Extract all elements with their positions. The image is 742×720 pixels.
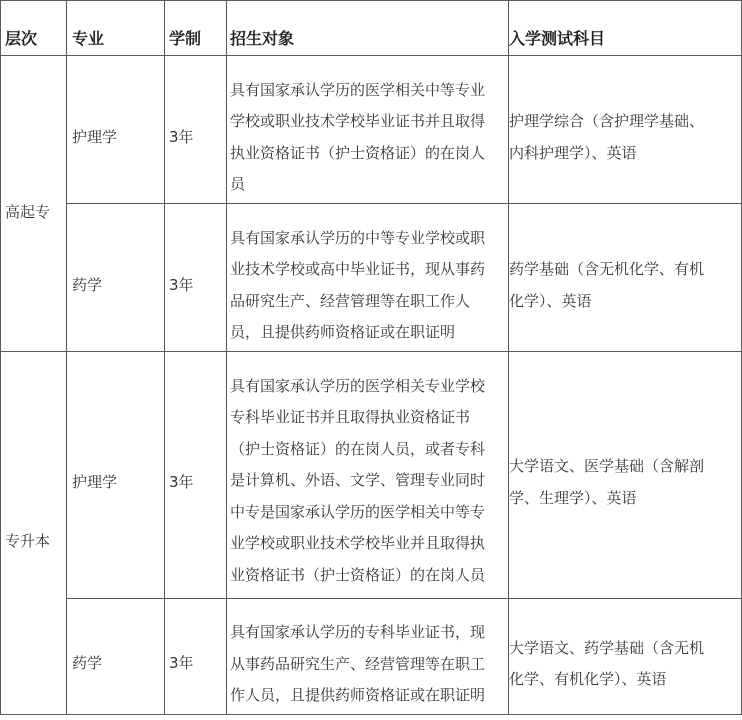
- group-divider: [0, 351, 742, 352]
- target-line: 中专是国家承认学历的医学相关中等专: [230, 503, 486, 521]
- target-line: （护士资格证）的在岗人员，或者专科: [230, 440, 486, 458]
- major-cell: 药学: [72, 276, 103, 294]
- target-line: 员，且提供药师资格证或在职证明: [230, 323, 456, 341]
- target-line: 品研究生产、经营管理等在职工作人: [230, 292, 471, 310]
- target-line: 具有国家承认学历的医学相关专业学校: [230, 377, 486, 395]
- target-line: 执业资格证书（护士资格证）的在岗人: [230, 144, 486, 162]
- subjects-line: 大学语文、药学基础（含无机: [509, 639, 705, 657]
- major-cell: 护理学: [72, 473, 118, 491]
- target-line: 从事药品研究生产、经营管理等在职工: [230, 655, 486, 673]
- column-divider: [66, 0, 67, 715]
- subjects-line: 大学语文、医学基础（含解剖: [509, 457, 705, 475]
- subjects-line: 学、生理学）、英语: [509, 489, 637, 507]
- column-divider: [164, 0, 165, 715]
- header-major: 专业: [72, 29, 105, 48]
- target-line: 业学校或职业技术学校毕业并且取得执: [230, 534, 486, 552]
- subjects-line: 内科护理学）、英语: [509, 144, 637, 162]
- target-line: 具有国家承认学历的中等专业学校或职: [230, 229, 486, 247]
- major-cell: 药学: [72, 654, 103, 672]
- header-subjects: 入学测试科目: [509, 29, 606, 48]
- target-line: 学校或职业技术学校毕业证书并且取得: [230, 112, 486, 130]
- level-cell: 专升本: [5, 532, 51, 550]
- row-divider: [66, 598, 742, 599]
- target-line: 专科毕业证书并且取得执业资格证书: [230, 408, 471, 426]
- header-target: 招生对象: [230, 29, 295, 48]
- level-cell: 高起专: [5, 203, 51, 221]
- header-duration: 学制: [169, 29, 202, 48]
- target-line: 作人员，且提供药师资格证或在职证明: [230, 686, 486, 704]
- duration-cell: 3年: [169, 276, 194, 294]
- target-line: 具有国家承认学历的医学相关中等专业: [230, 81, 486, 99]
- target-line: 业资格证书（护士资格证）的在岗人员: [230, 566, 486, 584]
- subjects-line: 化学）、英语: [509, 292, 592, 310]
- major-cell: 护理学: [72, 128, 118, 146]
- target-line: 员: [230, 175, 246, 193]
- subjects-line: 护理学综合（含护理学基础、: [509, 112, 705, 130]
- row-divider: [66, 203, 742, 204]
- target-line: 具有国家承认学历的专科毕业证书，现: [230, 623, 486, 641]
- table-border-left: [0, 0, 1, 715]
- subjects-line: 化学、有机化学）、英语: [509, 670, 667, 688]
- duration-cell: 3年: [169, 654, 194, 672]
- header-divider: [0, 55, 742, 56]
- column-divider: [226, 0, 227, 715]
- duration-cell: 3年: [169, 473, 194, 491]
- target-line: 是计算机、外语、文学、管理专业同时: [230, 471, 486, 489]
- target-line: 业技术学校或高中毕业证书，现从事药: [230, 260, 486, 278]
- table-border-bottom: [0, 714, 742, 715]
- header-level: 层次: [5, 29, 38, 48]
- subjects-line: 药学基础（含无机化学、有机: [509, 260, 705, 278]
- table-border-top: [0, 0, 742, 1]
- duration-cell: 3年: [169, 128, 194, 146]
